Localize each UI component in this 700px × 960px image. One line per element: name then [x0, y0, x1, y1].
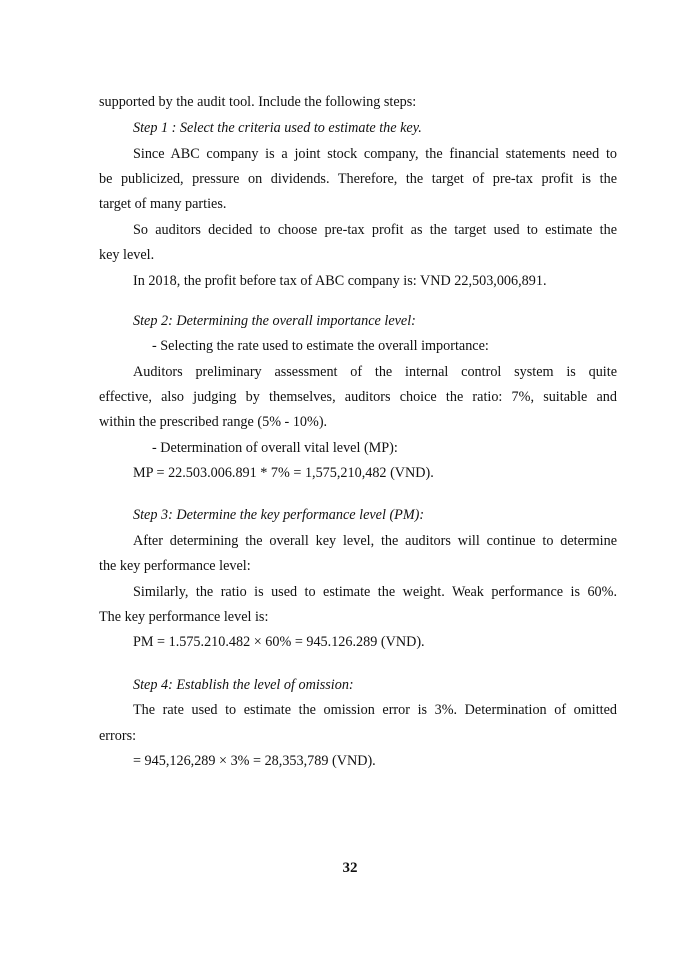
body-text: Auditors preliminary assessment of the internal control system is quite	[133, 364, 617, 380]
body-text: The rate used to estimate the omission error is 3%. Determination of omitted	[133, 702, 617, 718]
formula: = 945,126,289 × 3% = 28,353,789 (VND).	[133, 753, 376, 769]
step-heading: Step 4: Establish the level of omission:	[133, 677, 354, 693]
body-text: Similarly, the ratio is used to estimate the weight. Weak performance is 60%.	[133, 584, 617, 600]
step-heading: Step 1 : Select the criteria used to estimate the key.	[133, 120, 422, 136]
page-number: 32	[342, 860, 358, 876]
body-text: In 2018, the profit before tax of ABC company is: VND 22,503,006,891.	[133, 273, 547, 289]
formula: MP = 22.503.006.891 * 7% = 1,575,210,482 (VND).	[133, 465, 434, 481]
body-text: effective, also judging by themselves, auditors choice the ratio: 7%, suitable and	[99, 389, 617, 405]
body-text: key level.	[99, 247, 155, 263]
body-text: be publicized, pressure on dividends. Therefore, the target of pre-tax profit is the	[99, 171, 617, 187]
body-text: After determining the overall key level, the auditors will continue to determine	[133, 533, 617, 549]
body-text: supported by the audit tool. Include the following steps:	[99, 94, 417, 110]
list-item: - Determination of overall vital level (MP):	[152, 440, 398, 456]
body-text: the key performance level:	[99, 558, 251, 574]
body-text: So auditors decided to choose pre-tax profit as the target used to estimate the	[133, 222, 617, 238]
formula: PM = 1.575.210.482 × 60% = 945.126.289 (VND).	[133, 634, 425, 650]
body-text: within the prescribed range (5% - 10%).	[99, 414, 328, 430]
body-text: errors:	[99, 728, 137, 744]
step-heading: Step 2: Determining the overall importance level:	[133, 313, 416, 329]
body-text: The key performance level is:	[99, 609, 269, 625]
body-text: target of many parties.	[99, 196, 227, 212]
step-heading: Step 3: Determine the key performance level (PM):	[133, 507, 425, 523]
body-text: Since ABC company is a joint stock company, the financial statements need to	[133, 146, 617, 162]
list-item: - Selecting the rate used to estimate the overall importance:	[152, 338, 489, 354]
